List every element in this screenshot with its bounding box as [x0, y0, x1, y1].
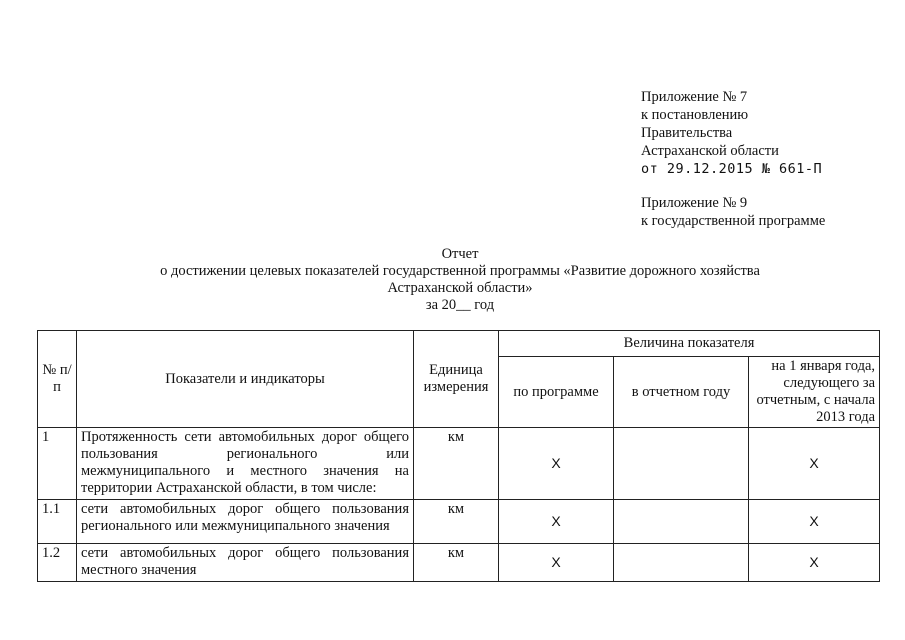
appendix-line: к государственной программе [641, 213, 826, 229]
title-line: Отчет [441, 246, 479, 262]
appendix-line: к постановлению [641, 107, 749, 123]
table-row [38, 544, 880, 582]
report-title [40, 246, 880, 314]
indicators-table [37, 330, 880, 582]
appendix-block [641, 88, 825, 230]
row-program: X [499, 428, 614, 500]
row-cumulative: X [749, 500, 880, 544]
table-row [38, 428, 880, 500]
appendix-line: Астраханской области [641, 143, 779, 159]
row-num: 1 [38, 428, 77, 500]
row-unit: км [414, 500, 499, 544]
header-cumulative: на 1 января года, следующего за отчетным, с начала 2013 года [749, 357, 880, 428]
header-unit: Единица измерения [414, 331, 499, 428]
row-num: 1.2 [38, 544, 77, 582]
header-num: № п/п [38, 331, 77, 428]
header-indicator: Показатели и индикаторы [77, 331, 414, 428]
row-unit: км [414, 428, 499, 500]
row-cumulative: X [749, 544, 880, 582]
decree-stamp: от 29.12.2015 № 661-П [641, 161, 823, 177]
table-row [38, 500, 880, 544]
row-program: X [499, 500, 614, 544]
row-name: Протяженность сети автомобильных дорог общего пользования регионального или межмуниципального и местного значения на территории Астраханской области, в том числе: [77, 428, 414, 500]
spacer [641, 178, 825, 194]
appendix-line: Приложение № 9 [641, 195, 748, 211]
header-value-group: Величина показателя [499, 331, 880, 357]
row-year [614, 544, 749, 582]
header-in-year: в отчетном году [614, 357, 749, 428]
title-line: Астраханской области» [387, 280, 533, 296]
appendix-line: Правительства [641, 125, 733, 141]
row-name: сети автомобильных дорог общего пользования местного значения [77, 544, 414, 582]
row-year [614, 428, 749, 500]
row-num: 1.1 [38, 500, 77, 544]
header-by-program: по программе [499, 357, 614, 428]
title-line: за 20__ год [425, 297, 495, 313]
row-year [614, 500, 749, 544]
title-line: о достижении целевых показателей государственной программы «Развитие дорожного хозяйства [160, 263, 760, 279]
row-name: сети автомобильных дорог общего пользования регионального или межмуниципального значения [77, 500, 414, 544]
row-cumulative: X [749, 428, 880, 500]
row-unit: км [414, 544, 499, 582]
appendix-line: Приложение № 7 [641, 89, 748, 105]
row-program: X [499, 544, 614, 582]
